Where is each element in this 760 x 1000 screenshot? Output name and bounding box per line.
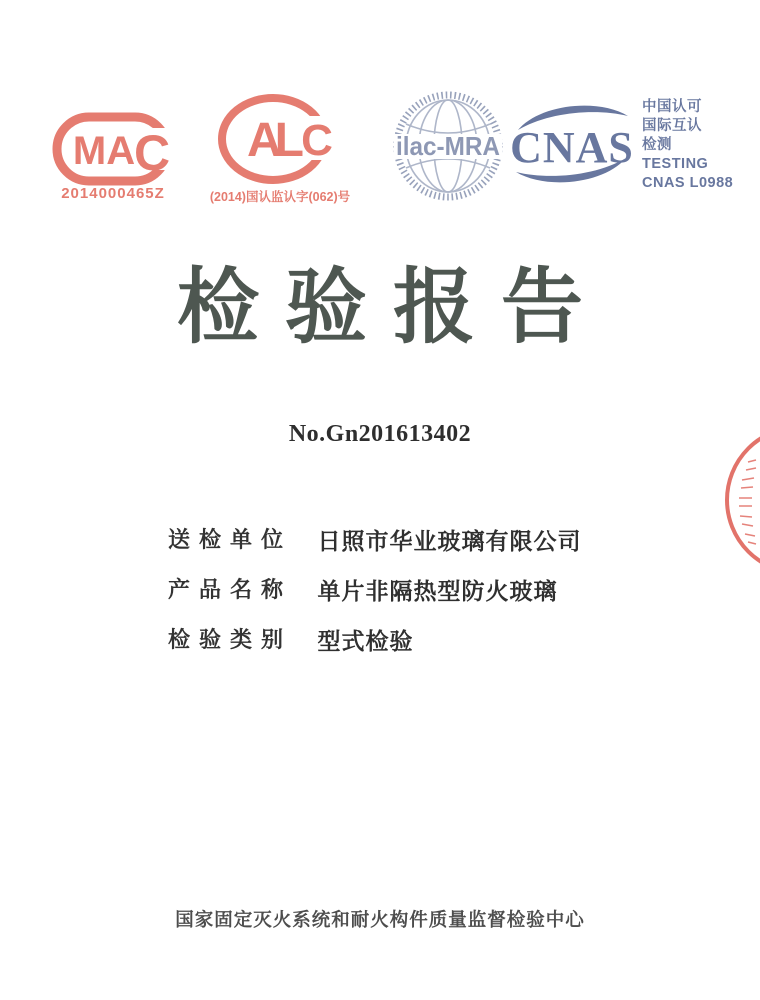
red-seal [712, 418, 760, 582]
field-value: 型式检验 [317, 628, 414, 654]
accreditation-line: 中国认可 [642, 99, 702, 115]
field-row-product [168, 573, 648, 603]
accreditation-line: TESTING [642, 156, 709, 172]
accreditation-line: 国际互认 [642, 118, 702, 134]
field-label: 检验类别 [168, 627, 293, 652]
ilac-mra-icon [392, 90, 504, 202]
cnas-logo-icon [506, 102, 638, 188]
cma-logo [52, 112, 172, 191]
accreditation-line: 检测 [642, 137, 672, 153]
field-row-consignor [168, 523, 648, 553]
accreditation-text [642, 98, 757, 193]
cal-letters: AL [247, 114, 297, 167]
report-number: No.Gn201613402 [288, 421, 472, 447]
cma-letter-c: C [133, 125, 171, 181]
cal-logo-icon [218, 94, 333, 186]
field-value: 单片非隔热型防火玻璃 [317, 578, 558, 604]
ilac-mra-label: ilac-MRA [396, 131, 501, 161]
cnas-letters: CNAS [510, 123, 634, 172]
accreditation-line: CNAS L0988 [642, 175, 734, 191]
seal-text-illegible [739, 460, 756, 544]
field-label: 送检单位 [168, 527, 293, 552]
cnas-logo [506, 102, 638, 188]
cal-logo [218, 94, 333, 191]
cma-logo-icon [52, 112, 172, 186]
cal-caption: (2014)国认监认字(062)号 [209, 190, 351, 204]
field-value: 日照市华业玻璃有限公司 [317, 528, 582, 554]
report-title: 检验报告 [176, 262, 609, 353]
field-label: 产品名称 [168, 577, 293, 602]
red-seal-icon [712, 418, 760, 582]
cma-caption: 2014000465Z [61, 185, 165, 202]
field-row-inspection-type [168, 623, 648, 653]
footer-organization: 国家固定灭火系统和耐火构件质量监督检验中心 [175, 909, 585, 930]
ilac-mra-logo [392, 90, 504, 202]
cal-letter-c: C [301, 116, 333, 165]
cma-letters: MA [72, 129, 136, 173]
